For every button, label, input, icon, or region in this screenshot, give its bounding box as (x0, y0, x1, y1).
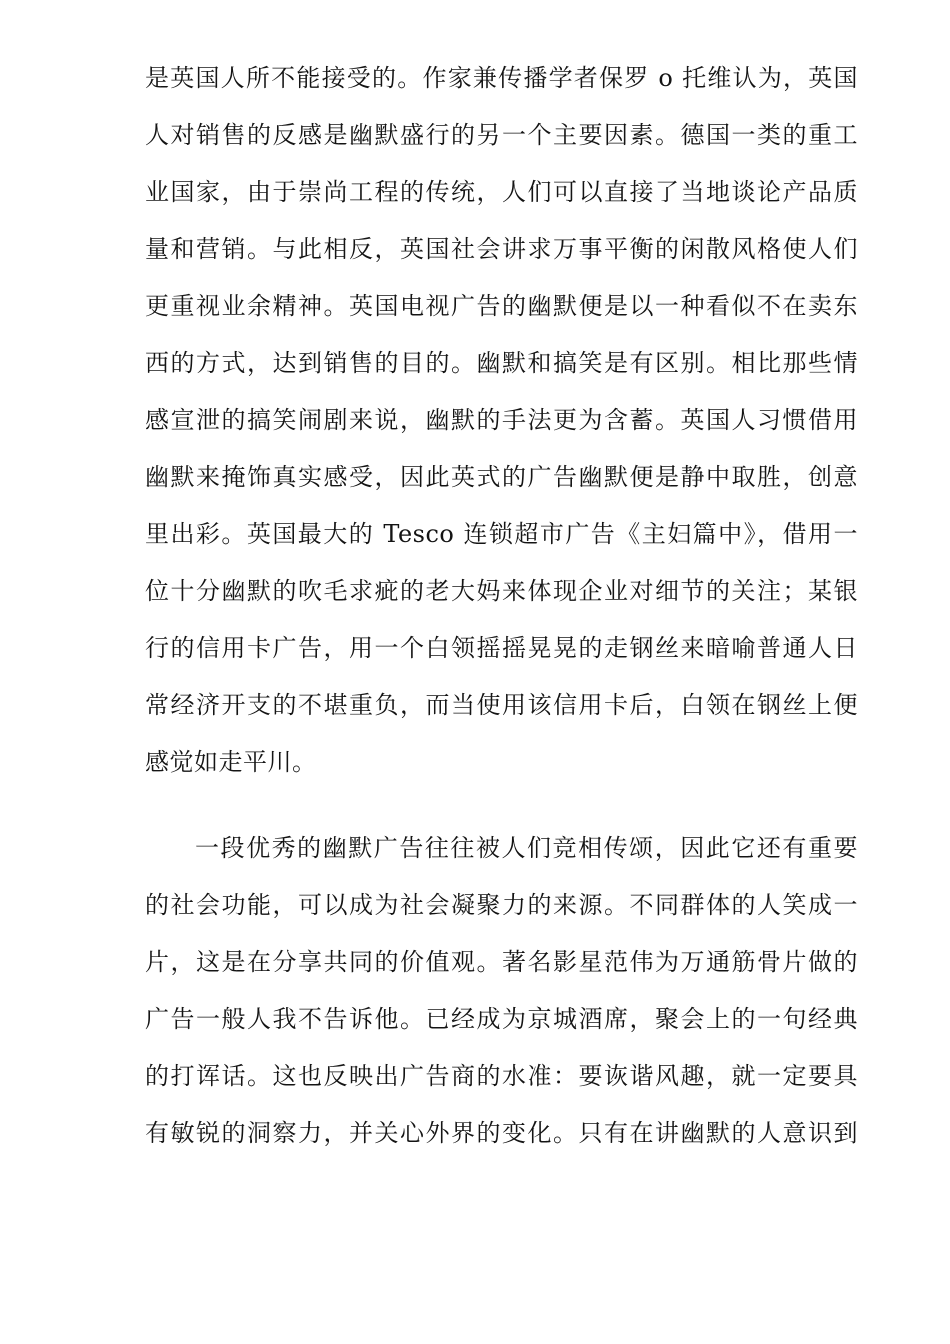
paragraph-line: 片，这是在分享共同的价值观。著名影星范伟为万通筋骨片做的 (145, 948, 858, 976)
paragraph-line: 量和营销。与此相反，英国社会讲求万事平衡的闲散风格使人们 (145, 235, 858, 263)
paragraph-line: 感觉如走平川。 (145, 748, 317, 776)
paragraph-line: 幽默来掩饰真实感受，因此英式的广告幽默便是静中取胜，创意 (145, 463, 858, 491)
paragraph-line: 行的信用卡广告，用一个白领摇摇晃晃的走钢丝来暗喻普通人日 (145, 634, 858, 662)
paragraph-line: 是英国人所不能接受的。作家兼传播学者保罗 o 托维认为，英国 (145, 64, 858, 92)
paragraph-line: 更重视业余精神。英国电视广告的幽默便是以一种看似不在卖东 (145, 292, 858, 320)
paragraph-line: 位十分幽默的吹毛求疵的老大妈来体现企业对细节的关注；某银 (145, 577, 858, 605)
paragraph-line: 人对销售的反感是幽默盛行的另一个主要因素。德国一类的重工 (145, 121, 858, 149)
paragraph-line: 的社会功能，可以成为社会凝聚力的来源。不同群体的人笑成一 (145, 891, 858, 919)
paragraph-line: 有敏锐的洞察力，并关心外界的变化。只有在讲幽默的人意识到 (145, 1119, 858, 1147)
paragraph-line: 感宣泄的搞笑闹剧来说，幽默的手法更为含蓄。英国人习惯借用 (145, 406, 858, 434)
paragraph-line: 里出彩。英国最大的 Tesco 连锁超市广告《主妇篇中》，借用一 (145, 520, 858, 548)
paragraph-line: 广告一般人我不告诉他。已经成为京城酒席，聚会上的一句经典 (145, 1005, 858, 1033)
paragraph-line: 常经济开支的不堪重负，而当使用该信用卡后，白领在钢丝上便 (145, 691, 858, 719)
paragraph-line: 一段优秀的幽默广告往往被人们竞相传颂，因此它还有重要 (195, 834, 858, 862)
paragraph-line: 西的方式，达到销售的目的。幽默和搞笑是有区别。相比那些情 (145, 349, 858, 377)
paragraph-line: 业国家，由于崇尚工程的传统，人们可以直接了当地谈论产品质 (145, 178, 858, 206)
paragraph-line: 的打诨话。这也反映出广告商的水准：要诙谐风趣，就一定要具 (145, 1062, 858, 1090)
